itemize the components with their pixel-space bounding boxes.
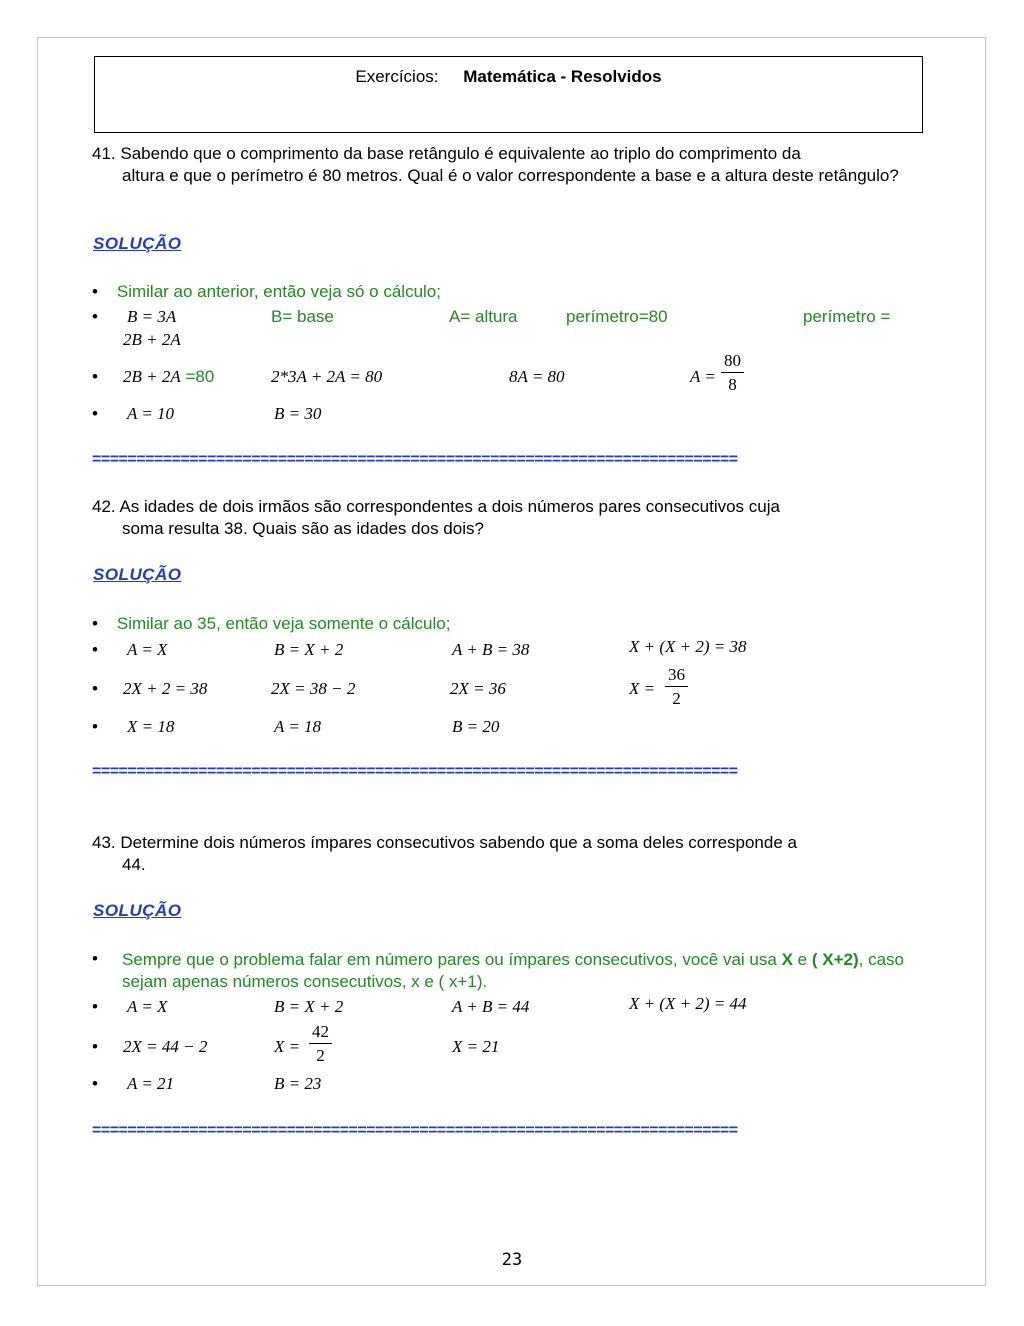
equation: 2B + 2A =80 bbox=[123, 367, 215, 386]
fraction-numerator: 80 bbox=[721, 350, 744, 373]
equation: 2B + 2A bbox=[123, 330, 181, 349]
question-text: As idades de dois irmãos são correspondentes a dois números pares consecutivos cuja bbox=[119, 497, 780, 516]
equation: B = X + 2 bbox=[274, 997, 344, 1016]
equation: 8A = 80 bbox=[509, 367, 565, 386]
page-border bbox=[37, 37, 986, 1286]
fraction-lhs: X = bbox=[274, 1037, 301, 1056]
header-text bbox=[95, 67, 922, 87]
bullet-item: • bbox=[92, 949, 98, 968]
equation: A = X bbox=[127, 640, 168, 659]
equation: A = 10 bbox=[127, 404, 175, 423]
equation: X = 18 bbox=[127, 717, 175, 736]
fraction-denominator: 2 bbox=[672, 689, 681, 708]
fraction bbox=[665, 664, 688, 711]
question-text-cont: soma resulta 38. Quais são as idades dos dois? bbox=[122, 519, 484, 538]
equation: B = X + 2 bbox=[274, 640, 344, 659]
bullet-item: • Similar ao anterior, então veja só o cálculo; bbox=[92, 282, 441, 301]
fraction bbox=[309, 1021, 332, 1068]
fraction-denominator: 8 bbox=[728, 375, 737, 394]
separator: ========================================================================= bbox=[92, 1122, 738, 1139]
header-box bbox=[94, 56, 923, 133]
equation: B = 3A bbox=[127, 307, 177, 326]
equation: 2*3A + 2A = 80 bbox=[271, 367, 383, 386]
question-number: 41. bbox=[92, 144, 116, 163]
separator: ========================================================================= bbox=[92, 451, 738, 468]
header-label: Exercícios: bbox=[355, 67, 439, 86]
page-number: 23 bbox=[501, 1250, 523, 1270]
question-text: Sabendo que o comprimento da base retângulo é equivalente ao triplo do comprimento da bbox=[120, 144, 801, 163]
equation: X = 21 bbox=[452, 1037, 500, 1056]
equation: A + B = 38 bbox=[452, 640, 530, 659]
bullet-item: • bbox=[92, 1074, 98, 1093]
bullet-item: • bbox=[92, 307, 98, 326]
bullet-item: • bbox=[92, 640, 98, 659]
label-base: B= base bbox=[271, 307, 334, 326]
label-perimetro: perímetro=80 bbox=[566, 307, 668, 326]
solution-label: SOLUÇÃO bbox=[93, 565, 182, 584]
bullet-item: • bbox=[92, 679, 98, 698]
equation: 2X = 44 − 2 bbox=[123, 1037, 208, 1056]
question-number: 43. bbox=[92, 833, 116, 852]
equation: 2X = 36 bbox=[450, 679, 506, 698]
fraction bbox=[721, 350, 744, 397]
equation: A = 21 bbox=[127, 1074, 175, 1093]
equation: 2X + 2 = 38 bbox=[123, 679, 208, 698]
question-43 bbox=[92, 832, 932, 876]
fraction-lhs: A = bbox=[690, 367, 716, 386]
question-text: Determine dois números ímpares consecutivos sabendo que a soma deles corresponde a bbox=[120, 833, 797, 852]
note-text: Sempre que o problema falar em número pares ou ímpares consecutivos, você vai usa X e ( X+2), caso sejam apenas números consecutivos, x e ( x+1). bbox=[122, 950, 904, 991]
question-number: 42. bbox=[92, 497, 116, 516]
bullet-item: • bbox=[92, 717, 98, 736]
bullet-item: • bbox=[92, 1037, 98, 1056]
label-perimetro-eq: perímetro = bbox=[803, 307, 891, 326]
fraction-numerator: 42 bbox=[309, 1021, 332, 1044]
bullet-item: • bbox=[92, 404, 98, 423]
solution-label: SOLUÇÃO bbox=[93, 901, 182, 920]
fraction-numerator: 36 bbox=[665, 664, 688, 687]
question-42 bbox=[92, 496, 932, 540]
equation: X + (X + 2) = 44 bbox=[629, 994, 747, 1013]
equation: X + (X + 2) = 38 bbox=[629, 637, 747, 656]
equation: B = 30 bbox=[274, 404, 322, 423]
bullet-item: • bbox=[92, 367, 98, 386]
question-41 bbox=[92, 143, 932, 187]
equation: B = 23 bbox=[274, 1074, 322, 1093]
solution-label: SOLUÇÃO bbox=[93, 234, 182, 253]
label-altura: A= altura bbox=[449, 307, 518, 326]
equation: A = X bbox=[127, 997, 168, 1016]
equation: A = 18 bbox=[274, 717, 322, 736]
question-text-cont: altura e que o perímetro é 80 metros. Qual é o valor correspondente a base e a altura deste retângulo? bbox=[122, 166, 899, 185]
header-title: Matemática - Resolvidos bbox=[463, 67, 662, 86]
separator: ========================================================================= bbox=[92, 763, 738, 780]
equation: B = 20 bbox=[452, 717, 500, 736]
note-text: Similar ao 35, então veja somente o cálculo; bbox=[116, 614, 451, 633]
question-text-cont: 44. bbox=[122, 855, 146, 874]
fraction-lhs: X = bbox=[629, 679, 656, 698]
note-text: Similar ao anterior, então veja só o cálculo; bbox=[116, 282, 441, 301]
bullet-item: • bbox=[92, 997, 98, 1016]
bullet-item: • Similar ao 35, então veja somente o cálculo; bbox=[92, 614, 451, 633]
equation: A + B = 44 bbox=[452, 997, 530, 1016]
equation: 2X = 38 − 2 bbox=[271, 679, 356, 698]
fraction-denominator: 2 bbox=[316, 1046, 325, 1065]
